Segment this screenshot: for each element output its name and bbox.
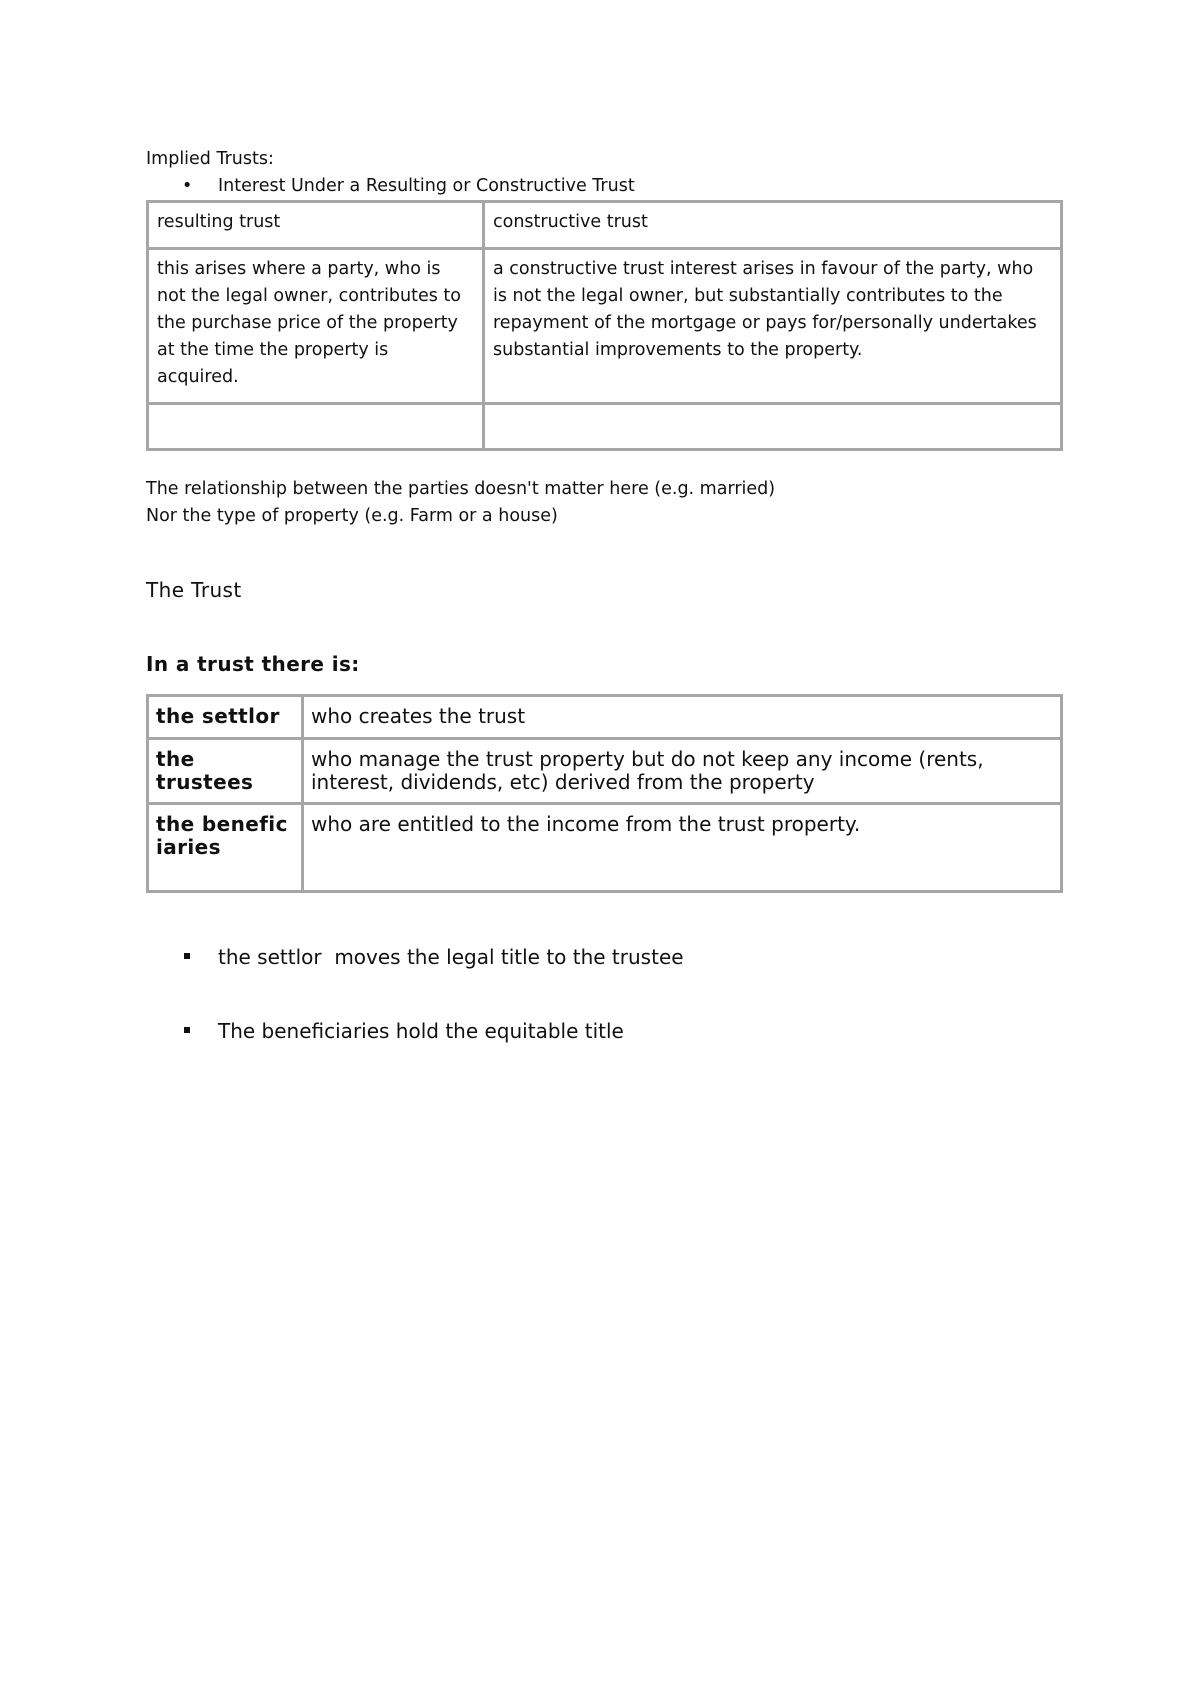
note-line bbox=[146, 476, 1060, 503]
table-cell: this arises where a party, who is not the legal owner, contributes to the purchase price of the property at the time the property is acquired. bbox=[148, 249, 484, 404]
table-row-empty bbox=[148, 404, 1062, 450]
table-header-row bbox=[148, 202, 1062, 249]
desc-cell: who creates the trust bbox=[303, 696, 1062, 739]
heading-text: Implied Trusts: bbox=[146, 149, 274, 169]
table-row bbox=[148, 804, 1062, 892]
trust-roles-table-wrapper bbox=[146, 694, 1060, 893]
bottom-bullet-item bbox=[146, 944, 1060, 970]
desc-cell: who are entitled to the income from the trust property. bbox=[303, 804, 1062, 892]
table-row bbox=[148, 249, 1062, 404]
trust-roles-table bbox=[146, 694, 1063, 893]
trust-intro-text: In a trust there is: bbox=[146, 652, 360, 676]
square-bullet-icon bbox=[184, 1027, 190, 1033]
bullet-item bbox=[146, 173, 1060, 200]
note-text: Nor the type of property (e.g. Farm or a house) bbox=[146, 506, 558, 526]
table-cell: a constructive trust interest arises in favour of the party, who is not the legal owner, but substantially contributes to the repayment of the mortgage or pays for/personally undertakes substantial improvements to the property. bbox=[484, 249, 1062, 404]
trust-intro bbox=[146, 652, 1060, 676]
bullet-text: Interest Under a Resulting or Constructive Trust bbox=[218, 176, 635, 196]
table-row bbox=[148, 696, 1062, 739]
trust-title-text: The Trust bbox=[146, 578, 242, 602]
implied-trusts-table-wrapper bbox=[146, 200, 1060, 451]
trust-title bbox=[146, 578, 1060, 602]
note-text: The relationship between the parties doesn't matter here (e.g. married) bbox=[146, 479, 776, 499]
bullet-text: the settlor moves the legal title to the trustee bbox=[218, 945, 684, 969]
bottom-bullet-item bbox=[146, 1018, 1060, 1044]
table-cell-empty bbox=[484, 404, 1062, 450]
square-bullet-icon bbox=[184, 953, 190, 959]
bullet-line bbox=[146, 944, 1060, 970]
term-cell: the beneficiaries bbox=[148, 804, 303, 892]
implied-trusts-heading bbox=[146, 146, 1060, 173]
desc-cell: who manage the trust property but do not keep any income (rents, interest, dividends, etc) derived from the property bbox=[303, 739, 1062, 804]
bullet-line bbox=[146, 173, 1060, 200]
implied-trusts-table bbox=[146, 200, 1063, 451]
table-row bbox=[148, 739, 1062, 804]
term-cell: the trustees bbox=[148, 739, 303, 804]
bullet-text: The beneficiaries hold the equitable title bbox=[218, 1019, 624, 1043]
table-cell-empty bbox=[148, 404, 484, 450]
header-cell-resulting: resulting trust bbox=[148, 202, 484, 249]
note-line bbox=[146, 503, 1060, 530]
term-cell: the settlor bbox=[148, 696, 303, 739]
header-cell-constructive: constructive trust bbox=[484, 202, 1062, 249]
bullet-line bbox=[146, 1018, 1060, 1044]
bullet-dot: • bbox=[182, 176, 193, 196]
